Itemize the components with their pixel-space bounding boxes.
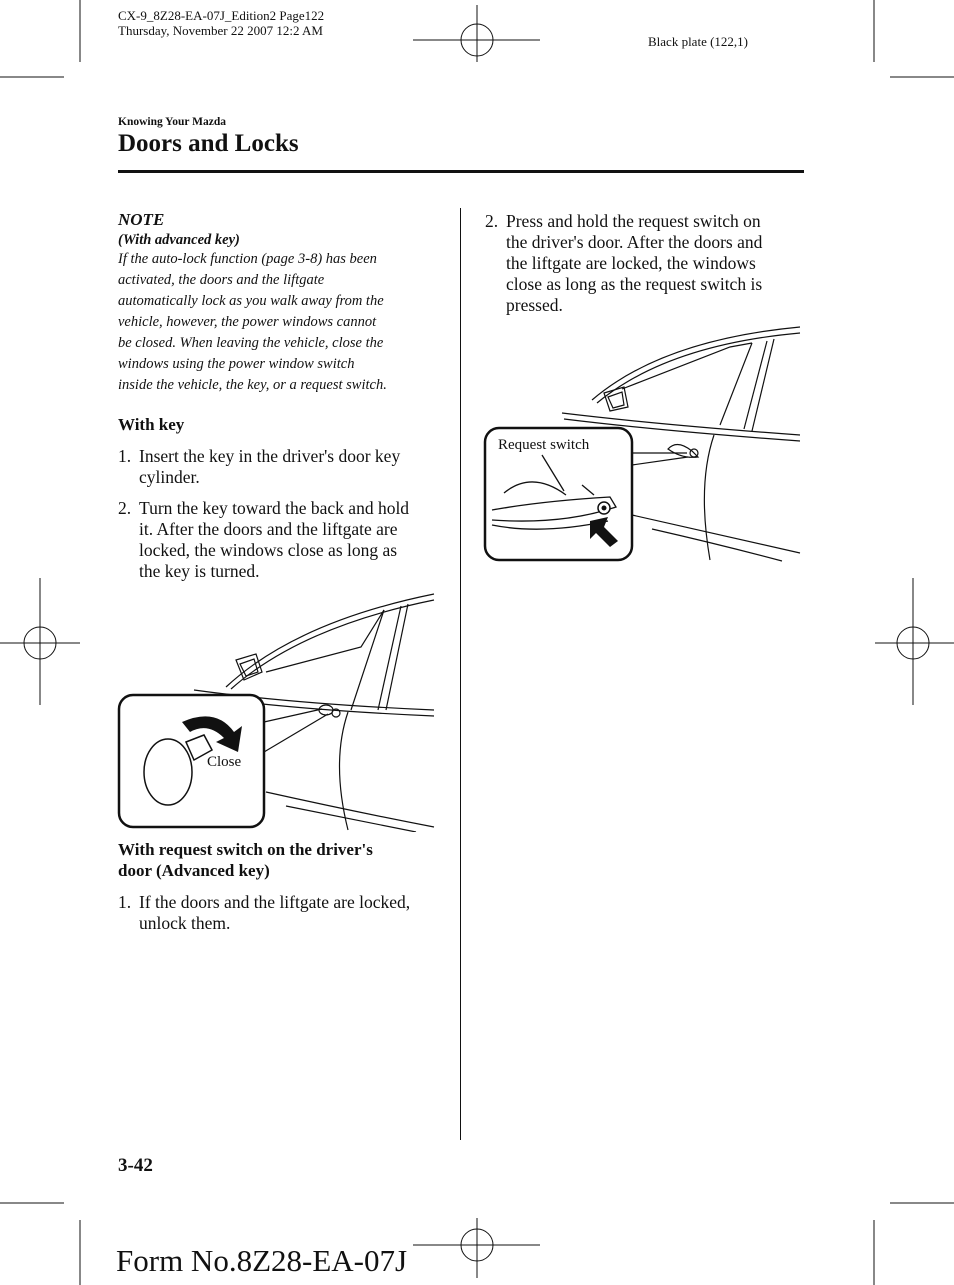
page-title: Doors and Locks: [118, 130, 299, 157]
step-text: [139, 446, 438, 488]
step-line: cylinder.: [139, 467, 200, 487]
request-switch-step-2: [485, 211, 805, 316]
step-line: pressed.: [506, 295, 563, 315]
key-head-icon: [144, 739, 192, 805]
page-number: 3-42: [118, 1155, 153, 1176]
with-key-step-1: [118, 446, 438, 488]
note-heading: NOTE: [118, 210, 165, 229]
step-line: locked, the windows close as long as: [139, 540, 398, 560]
with-switch-step-1: [118, 892, 438, 934]
step-line: Turn the key toward the back and hold: [139, 498, 410, 518]
step-line: Insert the key in the driver's door key: [139, 446, 401, 466]
plate-info: Black plate (122,1): [648, 34, 748, 49]
step-line: the key is turned.: [139, 561, 260, 581]
print-timestamp: Thursday, November 22 2007 12:2 AM: [118, 23, 323, 38]
with-switch-heading: [118, 839, 438, 881]
step-number: 1.: [118, 892, 132, 912]
step-line: close as long as the request switch is: [506, 274, 763, 294]
step-line: unlock them.: [139, 913, 231, 933]
step-line: the driver's door. After the doors and: [506, 232, 763, 252]
note-subheading: (With advanced key): [118, 232, 240, 248]
note-line: inside the vehicle, the key, or a request switch.: [118, 377, 387, 393]
section-label: Knowing Your Mazda: [118, 116, 226, 128]
heading-line: door (Advanced key): [118, 861, 270, 880]
close-label: Close: [207, 754, 242, 770]
with-key-step-2: [118, 498, 438, 582]
title-rule: [118, 170, 804, 173]
key-door-illustration: [116, 592, 436, 832]
note-line: automatically lock as you walk away from the: [118, 293, 384, 309]
key-inset-box: [119, 695, 264, 827]
note-line: activated, the doors and the liftgate: [118, 272, 325, 288]
with-key-heading: With key: [118, 415, 185, 434]
step-line: the liftgate are locked, the windows: [506, 253, 756, 273]
step-text: [506, 211, 805, 316]
note-block: [118, 210, 438, 396]
step-number: 2.: [485, 211, 499, 231]
step-line: it. After the doors and the liftgate are: [139, 519, 398, 539]
note-line: If the auto-lock function (page 3-8) has been: [118, 251, 377, 267]
note-line: vehicle, however, the power windows cannot: [118, 314, 377, 330]
note-line: be closed. When leaving the vehicle, close the: [118, 335, 384, 351]
step-line: Press and hold the request switch on: [506, 211, 761, 231]
note-line: windows using the power window switch: [118, 356, 355, 372]
step-text: [139, 498, 438, 582]
step-number: 1.: [118, 446, 132, 466]
step-line: If the doors and the liftgate are locked,: [139, 892, 411, 912]
step-number: 2.: [118, 498, 132, 518]
form-number: Form No.8Z28-EA-07J: [116, 1243, 408, 1278]
column-divider: [460, 208, 461, 1140]
note-text: [118, 249, 438, 396]
request-switch-label: Request switch: [498, 437, 590, 453]
print-job-id: CX-9_8Z28-EA-07J_Edition2 Page122: [118, 8, 325, 23]
heading-line: With request switch on the driver's: [118, 840, 373, 859]
step-text: [139, 892, 438, 934]
